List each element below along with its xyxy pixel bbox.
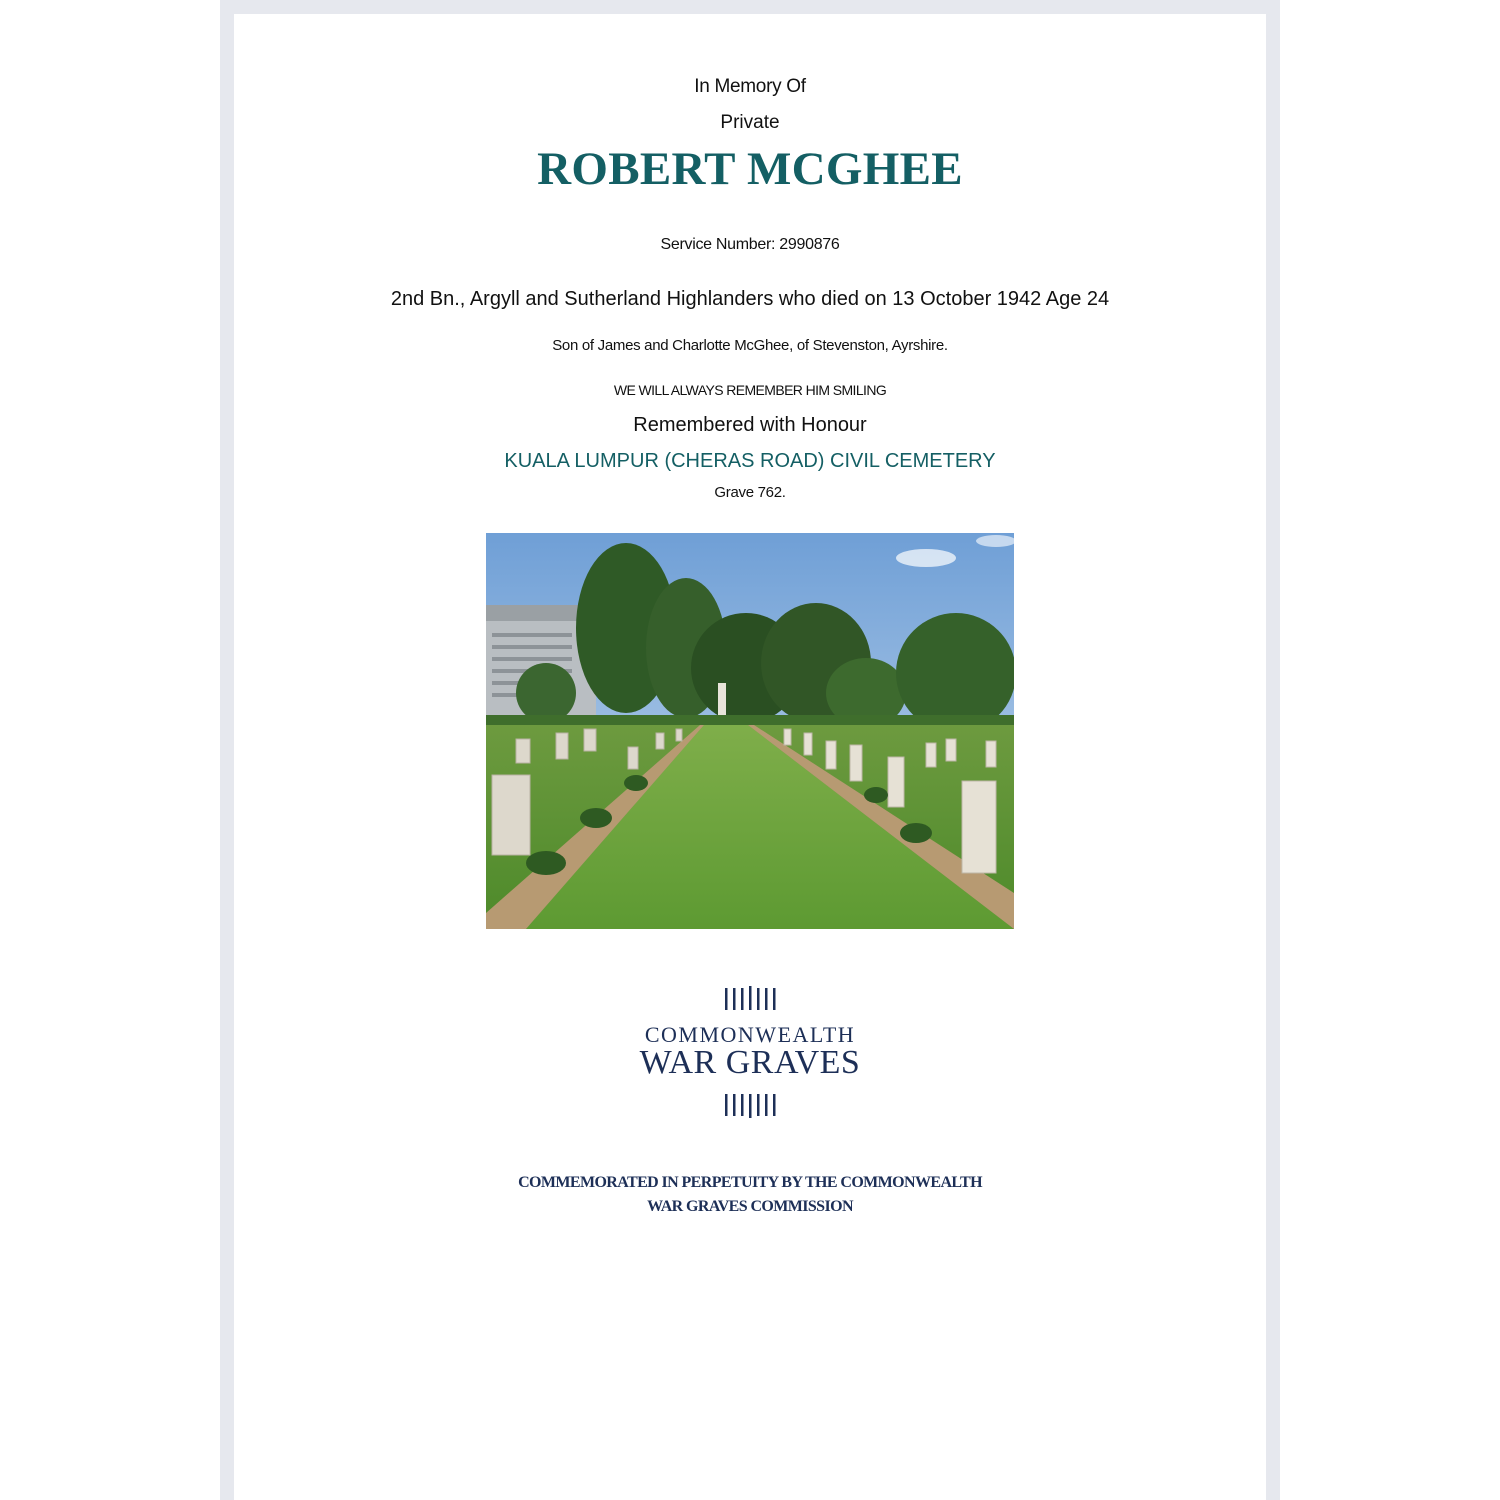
logo-marks-top-icon [616,986,884,1010]
heading-in-memory: In Memory Of [694,76,806,97]
commemoration-line-1: COMMEMORATED IN PERPETUITY BY THE COMMONWEALTH [518,1174,982,1191]
rank: Private [720,112,780,133]
logo-line-commonwealth: COMMONWEALTH [644,1022,856,1047]
service-number: Service Number: 2990876 [660,236,840,253]
cemetery-name: KUALA LUMPUR (CHERAS ROAD) CIVIL CEMETERY [504,450,996,472]
unit-and-death: 2nd Bn., Argyll and Sutherland Highlanders who died on 13 October 1942 Age 24 [390,288,1110,310]
cemetery-photo [486,533,1014,929]
commemoration-line-2: WAR GRAVES COMMISSION [647,1198,853,1215]
soldier-name: ROBERT MCGHEE [537,143,963,195]
cwgc-logo [616,982,884,1122]
remembered-with-honour: Remembered with Honour [633,414,867,436]
epitaph: WE WILL ALWAYS REMEMBER HIM SMILING [613,382,887,398]
certificate-page [234,14,1266,1500]
logo-line-war-graves: WAR GRAVES [639,1044,861,1081]
logo-marks-bottom-icon [616,1094,884,1118]
grave-reference: Grave 762. [714,484,786,501]
family-details: Son of James and Charlotte McGhee, of Stevenston, Ayrshire. [552,337,948,354]
